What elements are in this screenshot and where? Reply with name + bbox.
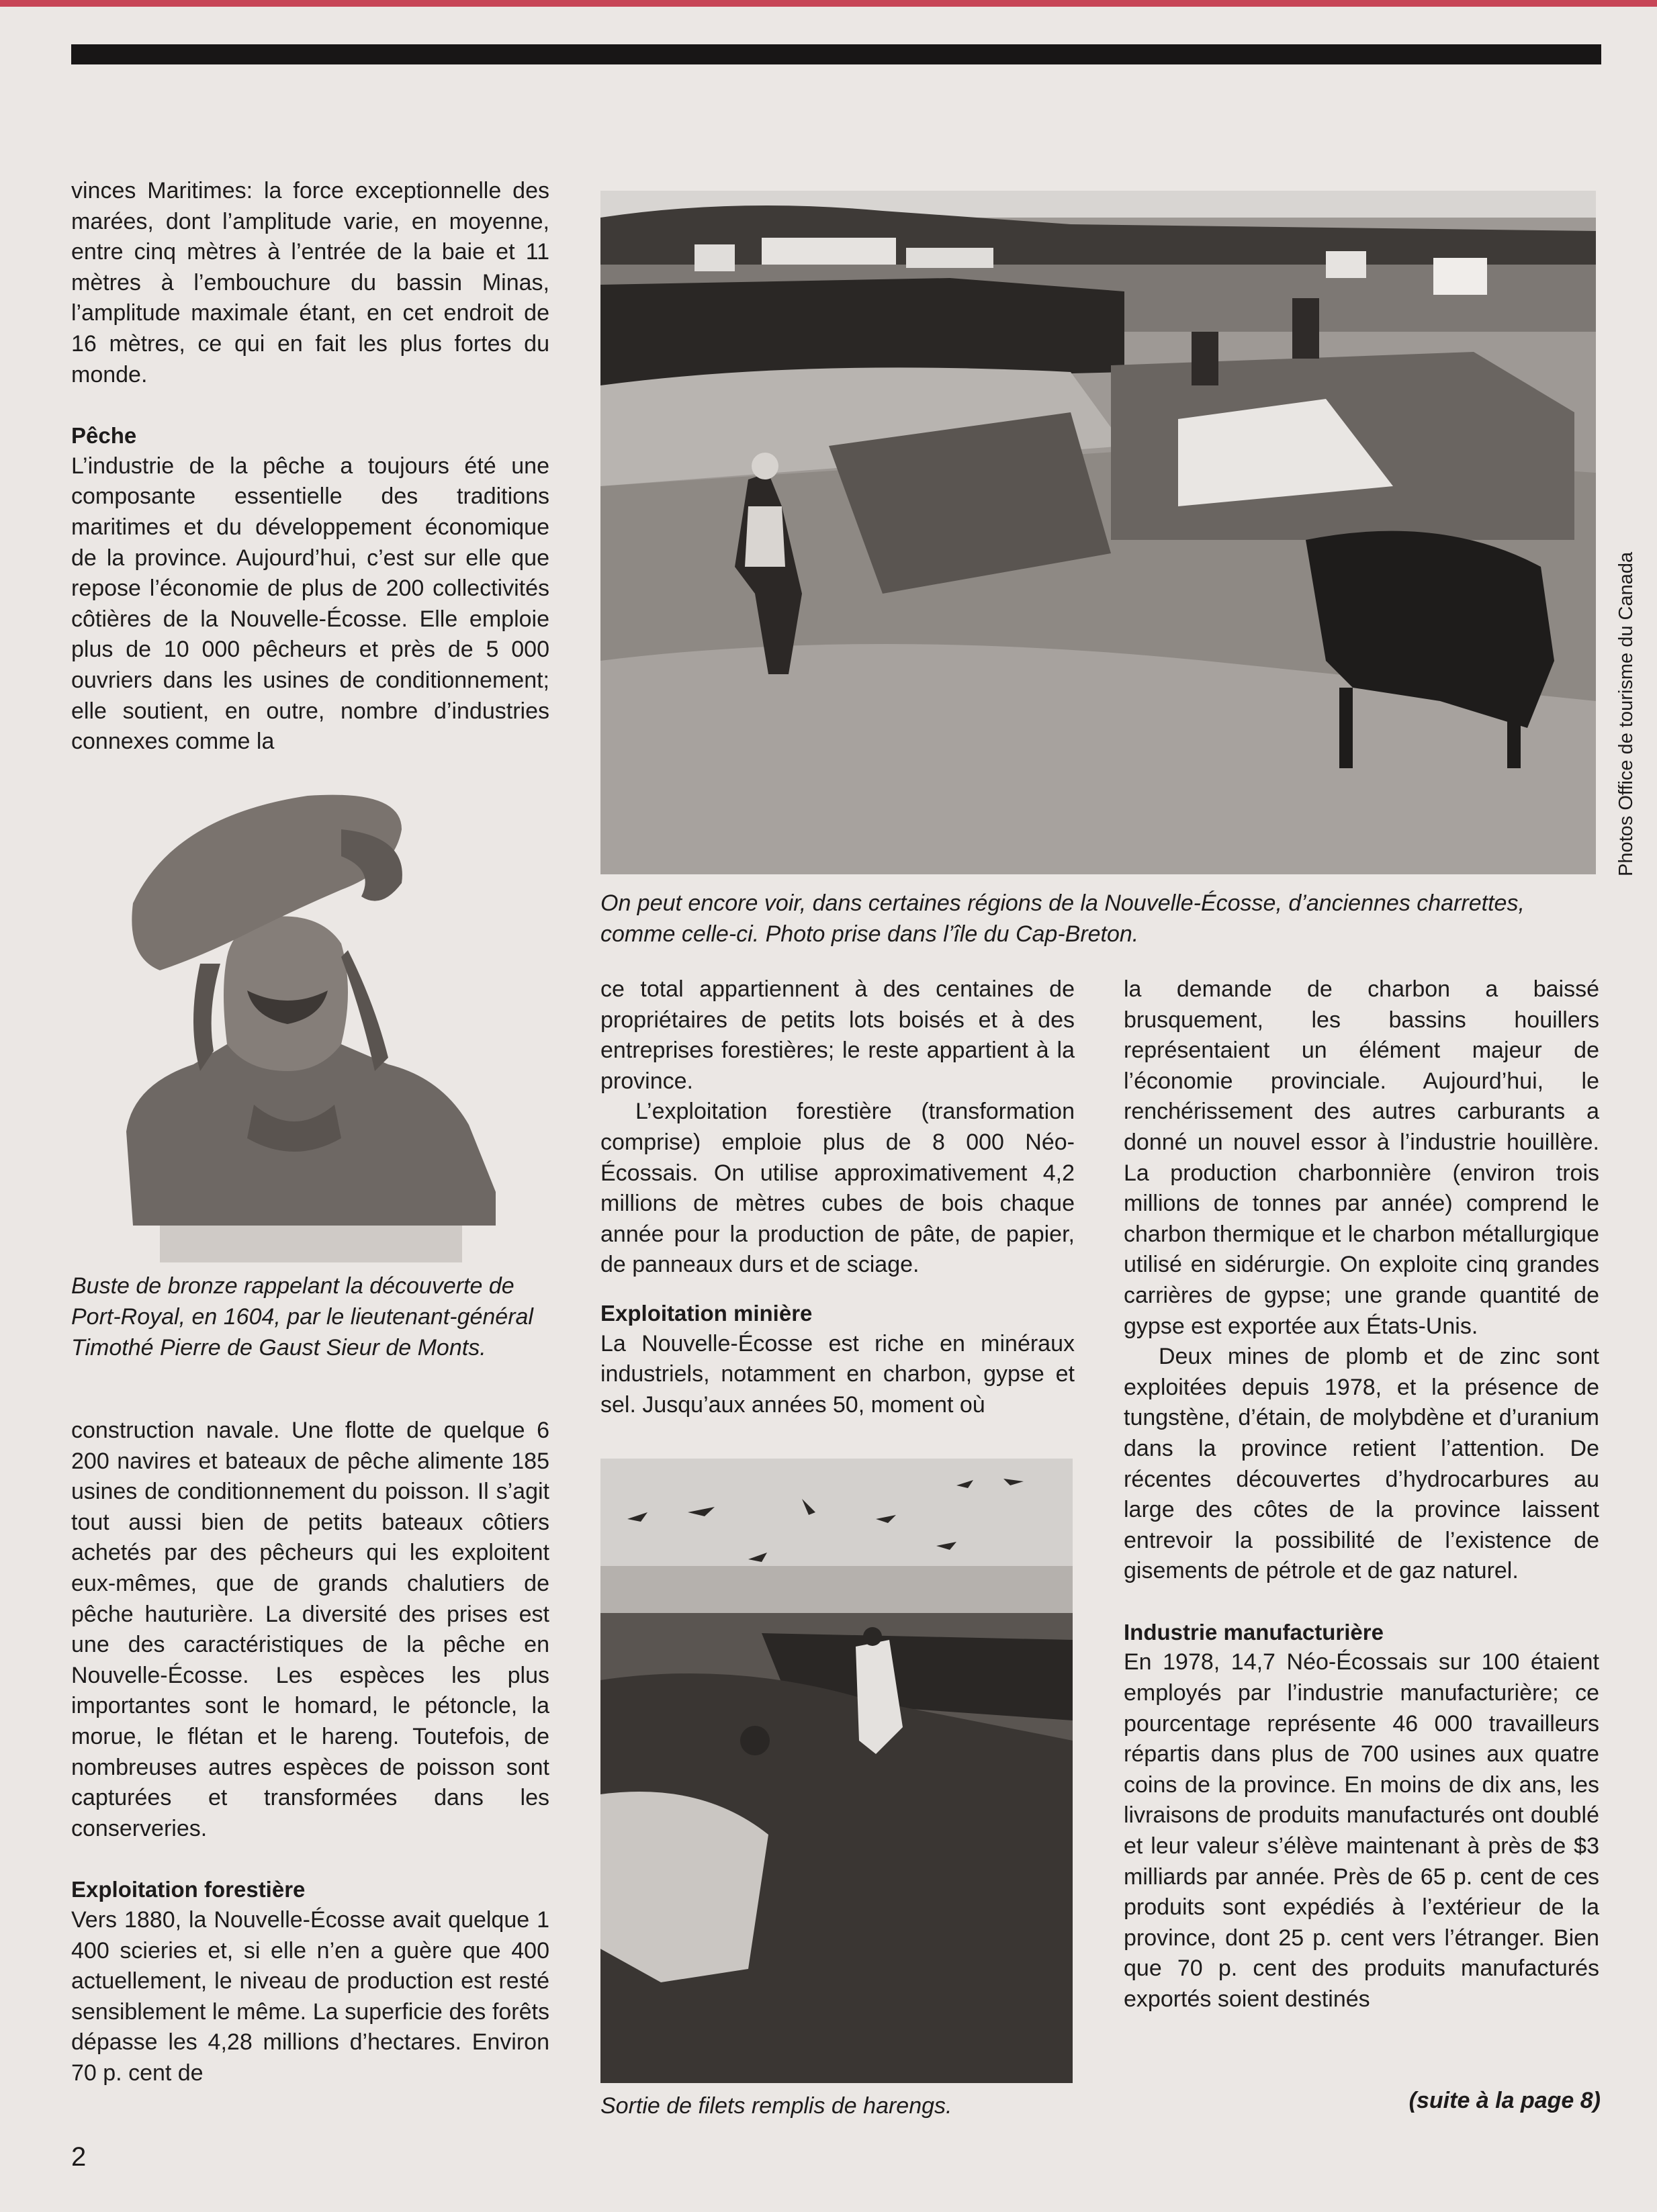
forest-paragraph: Vers 1880, la Nouvelle-Écosse avait quelque 1 400 scieries et, si elle n’en a guère que 400 actuellement, le niveau de production est resté sensiblement le même. La superficie des forêts dépasse les 4,28 millions d’hectares. Environ 70 p. cent de [71, 1906, 549, 2086]
peche-paragraph: L’industrie de la pêche a toujours été une composante essentielle des traditions maritimes et du développement économique de la province. Aujourd’hui, c’est sur elle que repose l’économie de plus de 200 collectivités côtières de la Nouvelle-Écosse. Elle emploie plus de 10 000 pêcheurs et près de 5 000 ouvriers dans les usines de conditionnement; elle soutient, en outre, nombre d’industries connexes comme la [71, 453, 549, 755]
intro-paragraph: vinces Maritimes: la force exceptionnelle des marées, dont l’amplitude varie, en moyenne, entre cinq mètres à l’entrée de la baie et 11 mètres à l’embouchure du bassin Minas, l’amplitude maximale étant, en cet endroit de 16 mètres, ce qui en fait les plus fortes du monde. [71, 178, 549, 387]
ox-cart-caption: On peut encore voir, dans certaines régions de la Nouvelle-Écosse, d’anciennes charrettes, comme celle-ci. Photo prise dans l’île du Cap-Breton. [600, 890, 1525, 947]
bronze-bust-photo [120, 789, 502, 1262]
section-heading-manufacturiere: Industrie manufacturière [1124, 1619, 1384, 1645]
column-1-bottom [71, 1416, 549, 2088]
bust-caption: Buste de bronze rappelant la découverte de Port-Royal, en 1604, par le lieutenant-général Timothé Pierre de Gaust Sieur de Monts. [71, 1273, 533, 1361]
ox-cart-photo [600, 191, 1596, 874]
section-heading-miniere: Exploitation minière [600, 1300, 813, 1326]
mining-paragraph: La Nouvelle-Écosse est riche en minéraux industriels, notamment en charbon, gypse et sel. Jusqu’aux années 50, moment où [600, 1330, 1075, 1418]
photo-credit: Photos Office de tourisme du Canada [1615, 551, 1637, 876]
column-3 [1124, 974, 1599, 2015]
column-1-top [71, 176, 549, 757]
herring-caption: Sortie de filets remplis de harengs. [600, 2093, 952, 2119]
manufacturing-paragraph: En 1978, 14,7 Néo-Écossais sur 100 étaient employés par l’industrie manufacturière; ce pourcentage représente 46 000 travailleurs répartis dans plus de 700 usines aux quatre coins de la province. En moins de dix ans, les livraisons de produits manufacturés ont doublé et leur valeur s’élève maintenant à près de $3 milliards par année. Près de 65 p. cent de ces produits sont expédiés à l’extérieur de la province, dont 25 p. cent vers l’étranger. Bien que 70 p. cent des produits manufacturés exportés soient destinés [1124, 1649, 1599, 2012]
column-2 [600, 974, 1075, 1420]
section-heading-forestiere: Exploitation forestière [71, 1877, 306, 1902]
herring-nets-photo [600, 1459, 1073, 2083]
section-heading-peche: Pêche [71, 423, 137, 449]
page-number: 2 [71, 2142, 87, 2172]
peche-continued-paragraph: construction navale. Une flotte de quelque 6 200 navires et bateaux de pêche alimente 185 usines de conditionnement du poisson. Il s’agit tout aussi bien de petits bateaux côtiers achetés par des pêcheurs qui les exploitent eux-mêmes, que de grands chalutiers de pêche hauturière. La diversité des prises est une des caractéristiques de la pêche en Nouvelle-Écosse. Les espèces les plus importantes sont le homard, le pétoncle, la morue, le flétan et le hareng. Toutefois, de nombreuses autres espèces de poisson sont capturées et transformées dans les conserveries. [71, 1418, 549, 1841]
forest-continued-paragraph: ce total appartiennent à des centaines de propriétaires de petits lots boisés et à des entreprises forestières; le reste appartient à la province. [600, 976, 1075, 1094]
top-edge-strip [0, 0, 1657, 7]
forest-employment-paragraph: L’exploitation forestière (transformation comprise) emploie plus de 8 000 Néo-Écossais. On utilise approximativement 4,2 millions de mètres cubes de bois chaque année pour la production de pâte, de papier, de panneaux durs et de sciage. [600, 1099, 1075, 1278]
continued-notice: (suite à la page 8) [1408, 2088, 1601, 2113]
header-rule [71, 44, 1601, 64]
mining-minerals-paragraph: Deux mines de plomb et de zinc sont exploitées depuis 1978, et la présence de tungstène, d’étain, de molybdène et d’uranium dans la province retient l’attention. De récentes découvertes d’hydrocarbures au large des côtes de la province laissent entrevoir la possibilité de l’existence de gisements de pétrole et de gaz naturel. [1124, 1344, 1599, 1584]
mining-continued-paragraph: la demande de charbon a baissé brusquement, les bassins houillers représentaient un élément majeur de l’économie provinciale. Aujourd’hui, le renchérissement des autres carburants a donné un nouvel essor à l’industrie houillère. La production charbonnière (environ trois millions de tonnes par année) comprend le charbon thermique et le charbon métallurgique utilisé en sidérurgie. On exploite cinq grandes carrières de gypse; une grande quantité de gypse est exportée aux États-Unis. [1124, 976, 1599, 1339]
